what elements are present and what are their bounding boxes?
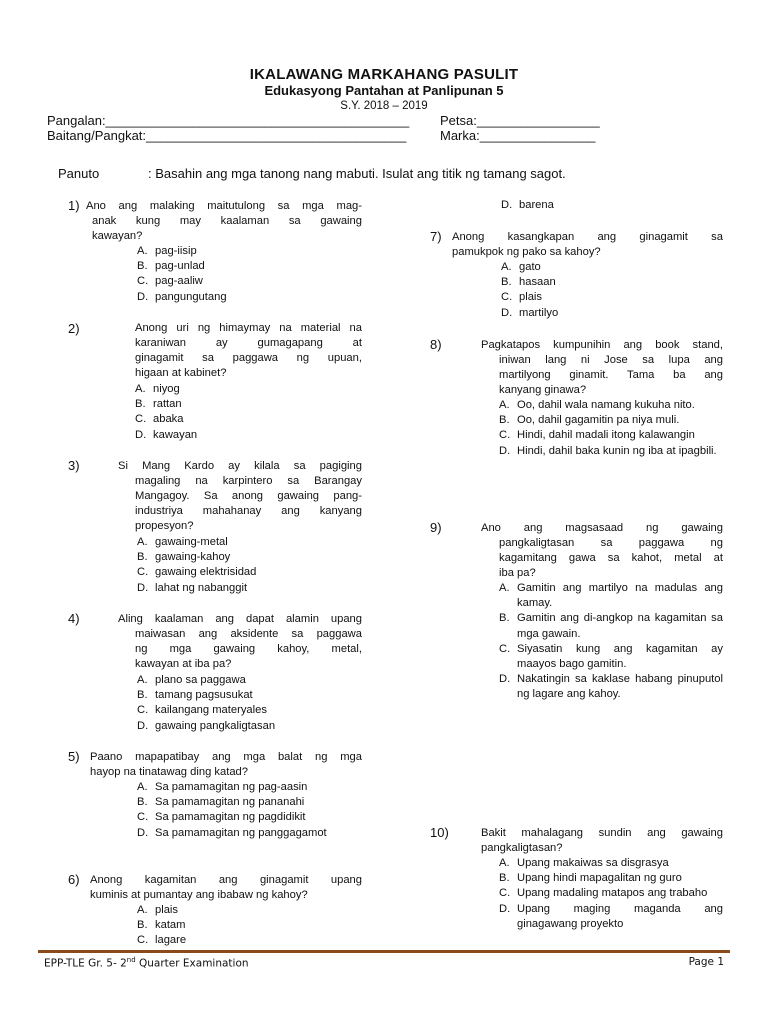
question-text: Aling kaalaman ang dapat alamin upang <box>118 613 362 625</box>
option[interactable]: A. Oo, dahil wala namang kukuha nito. <box>499 399 695 411</box>
question-text: higaan at kabinet? <box>135 367 227 379</box>
option[interactable]: B. Sa pamamagitan ng pananahi <box>137 796 305 809</box>
option[interactable]: D. Hindi, dahil baka kunin ng iba at ipagbili. <box>499 444 717 457</box>
option[interactable]: D. Sa pamamagitan ng panggagamot <box>137 826 327 839</box>
petsa-field[interactable]: Petsa:_________________ <box>440 113 600 128</box>
option[interactable]: D. barena <box>501 199 554 211</box>
options-list <box>137 244 227 305</box>
option[interactable]: D. lahat ng nabanggit <box>137 581 248 594</box>
marka-field[interactable]: Marka:________________ <box>440 128 596 143</box>
option[interactable]: D. kawayan <box>135 428 198 441</box>
question-text: Anong kasangkapan ang ginagamit sa <box>452 231 723 243</box>
baitang-field[interactable]: Baitang/Pangkat:____________________________________ <box>47 128 407 143</box>
panuto-text: : Basahin ang mga tanong nang mabuti. Isulat ang titik ng tamang sagot. <box>148 166 566 181</box>
question-number: 10) <box>430 825 449 840</box>
options-list-continued <box>501 198 554 213</box>
options-list <box>501 260 558 321</box>
option[interactable]: C. gawaing elektrisidad <box>137 566 257 579</box>
question-text: pamukpok ng pako sa kahoy? <box>452 246 601 258</box>
question-text: iniwan lang ni Jose sa lupa ang <box>499 354 723 366</box>
option[interactable]: B. Oo, dahil gagamitin pa niya muli. <box>499 414 680 427</box>
question-text: hayop na tinatawag ding katad? <box>90 766 248 778</box>
option[interactable]: B. katam <box>137 919 186 932</box>
question-text: kagamitang gawa sa kahot, metal at <box>499 552 723 564</box>
option[interactable]: A. niyog <box>135 383 180 395</box>
question-text: ng mga gawaing kahoy, metal, <box>135 643 362 655</box>
question-text: Mangagoy. Sa anong gawaing pang- <box>135 490 362 502</box>
question-text: ginagamit sa paggawa ng upuan, <box>135 352 362 364</box>
question-text: kanyang ginawa? <box>499 384 587 396</box>
question-text: Anong uri ng himaymay na material na <box>135 322 362 334</box>
question-number: 4) <box>68 611 80 626</box>
question-text: Ano ang magsasaad ng gawaing <box>481 522 723 534</box>
option[interactable]: A. plano sa paggawa <box>137 674 246 686</box>
options-list <box>499 398 723 459</box>
option[interactable]: B. Gamitin ang di-angkop na kagamitan sa mga gawain. <box>499 612 723 640</box>
option[interactable]: C. Hindi, dahil madali itong kalawangin <box>499 429 695 442</box>
school-year: S.Y. 2018 – 2019 <box>340 100 428 112</box>
option[interactable]: A. pag-iisip <box>137 245 197 257</box>
question-number: 2) <box>68 321 80 336</box>
option[interactable]: C. lagare <box>137 934 187 947</box>
question-number: 9) <box>430 520 442 535</box>
question-text: pangkaligtasan? <box>481 842 563 854</box>
question-text: Si Mang Kardo ay kilala sa pagiging <box>118 460 362 472</box>
question-text: magaling na karpintero sa Barangay <box>135 475 362 487</box>
option[interactable]: A. Upang makaiwas sa disgrasya <box>499 857 669 869</box>
page-number: Page 1 <box>688 956 724 968</box>
option[interactable]: A. plais <box>137 904 179 916</box>
question-number: 1) <box>68 198 80 213</box>
question-text: Pagkatapos kumpunihin ang book stand, <box>481 339 723 351</box>
options-list <box>137 673 275 734</box>
exam-title: IKALAWANG MARKAHANG PASULIT <box>249 66 519 83</box>
question-text: kawayan? <box>92 230 143 242</box>
question-text: Anong kagamitan ang ginagamit upang <box>90 874 362 886</box>
option[interactable]: B. pag-unlad <box>137 260 205 273</box>
question-text: industriya mahahanay ang kanyang <box>135 505 362 517</box>
option[interactable]: A. Sa pamamagitan ng pag-aasin <box>137 781 308 793</box>
options-list <box>499 856 723 932</box>
question-number: 5) <box>68 749 80 764</box>
option[interactable]: A. gato <box>501 261 541 273</box>
subject-title: Edukasyong Pantahan at Panlipunan 5 <box>264 83 504 98</box>
question-text: martilyong ginamit. Tama ba ang <box>499 369 723 381</box>
option[interactable]: C. plais <box>501 291 543 304</box>
option[interactable]: D. Nakatingin sa kaklase habang pinuputol ng lagare ang kahoy. <box>499 673 723 701</box>
option[interactable]: C. abaka <box>135 413 184 426</box>
question-text: pangkaligtasan sa paggawa ng <box>499 537 723 549</box>
question-number: 7) <box>430 229 442 244</box>
footer-divider <box>38 950 730 953</box>
options-list <box>137 535 256 596</box>
question-text: Bakit mahalagang sundin ang gawaing <box>481 827 723 839</box>
option[interactable]: C. Upang madaling matapos ang trabaho <box>499 887 708 900</box>
options-list <box>137 780 327 841</box>
question-text: kawayan at iba pa? <box>135 658 232 670</box>
options-list <box>499 581 723 703</box>
option[interactable]: D. Upang maging maganda ang ginagawang proyekto <box>499 902 723 930</box>
pangalan-field[interactable]: Pangalan:__________________________________________ <box>47 113 410 128</box>
question-text: iba pa? <box>499 567 536 579</box>
question-text: karaniwan ay gumagapang at <box>135 337 362 349</box>
question-text: maiwasan ang aksidente sa paggawa <box>135 628 362 640</box>
option[interactable]: D. martilyo <box>501 306 559 319</box>
option[interactable]: A. gawaing-metal <box>137 536 228 548</box>
option[interactable]: B. tamang pagsusukat <box>137 689 253 702</box>
option[interactable]: D. gawaing pangkaligtasan <box>137 719 276 732</box>
panuto-label: Panuto <box>58 166 100 181</box>
question-text: propesyon? <box>135 520 194 532</box>
question-text: Ano ang malaking maitutulong sa mga mag- <box>86 200 362 212</box>
option[interactable]: D. pangungutang <box>137 290 227 303</box>
option[interactable]: C. pag-aaliw <box>137 275 203 288</box>
options-list <box>137 903 186 949</box>
option[interactable]: B. rattan <box>135 398 182 411</box>
option[interactable]: C. kailangang materyales <box>137 704 267 717</box>
question-number: 6) <box>68 872 80 887</box>
footer-exam-label: EPP-TLE Gr. 5- 2nd Quarter Examination <box>44 956 249 970</box>
question-number: 3) <box>68 458 80 473</box>
option[interactable]: C. Sa pamamagitan ng pagdidikit <box>137 811 306 824</box>
option[interactable]: B. gawaing-kahoy <box>137 551 231 564</box>
question-text: kuminis at pumantay ang ibabaw ng kahoy? <box>90 889 308 901</box>
option[interactable]: B. Upang hindi mapagalitan ng guro <box>499 872 682 885</box>
question-number: 8) <box>430 337 442 352</box>
question-text: anak kung may kaalaman sa gawaing <box>92 215 362 227</box>
options-list <box>135 382 197 443</box>
option[interactable]: C. Siyasatin kung ang kagamitan ay maayos bago gamitin. <box>499 642 723 671</box>
question-text: Paano mapapatibay ang mga balat ng mga <box>90 751 362 763</box>
option[interactable]: A. Gamitin ang martilyo na madulas ang kamay. <box>499 582 723 610</box>
option[interactable]: B. hasaan <box>501 276 556 289</box>
